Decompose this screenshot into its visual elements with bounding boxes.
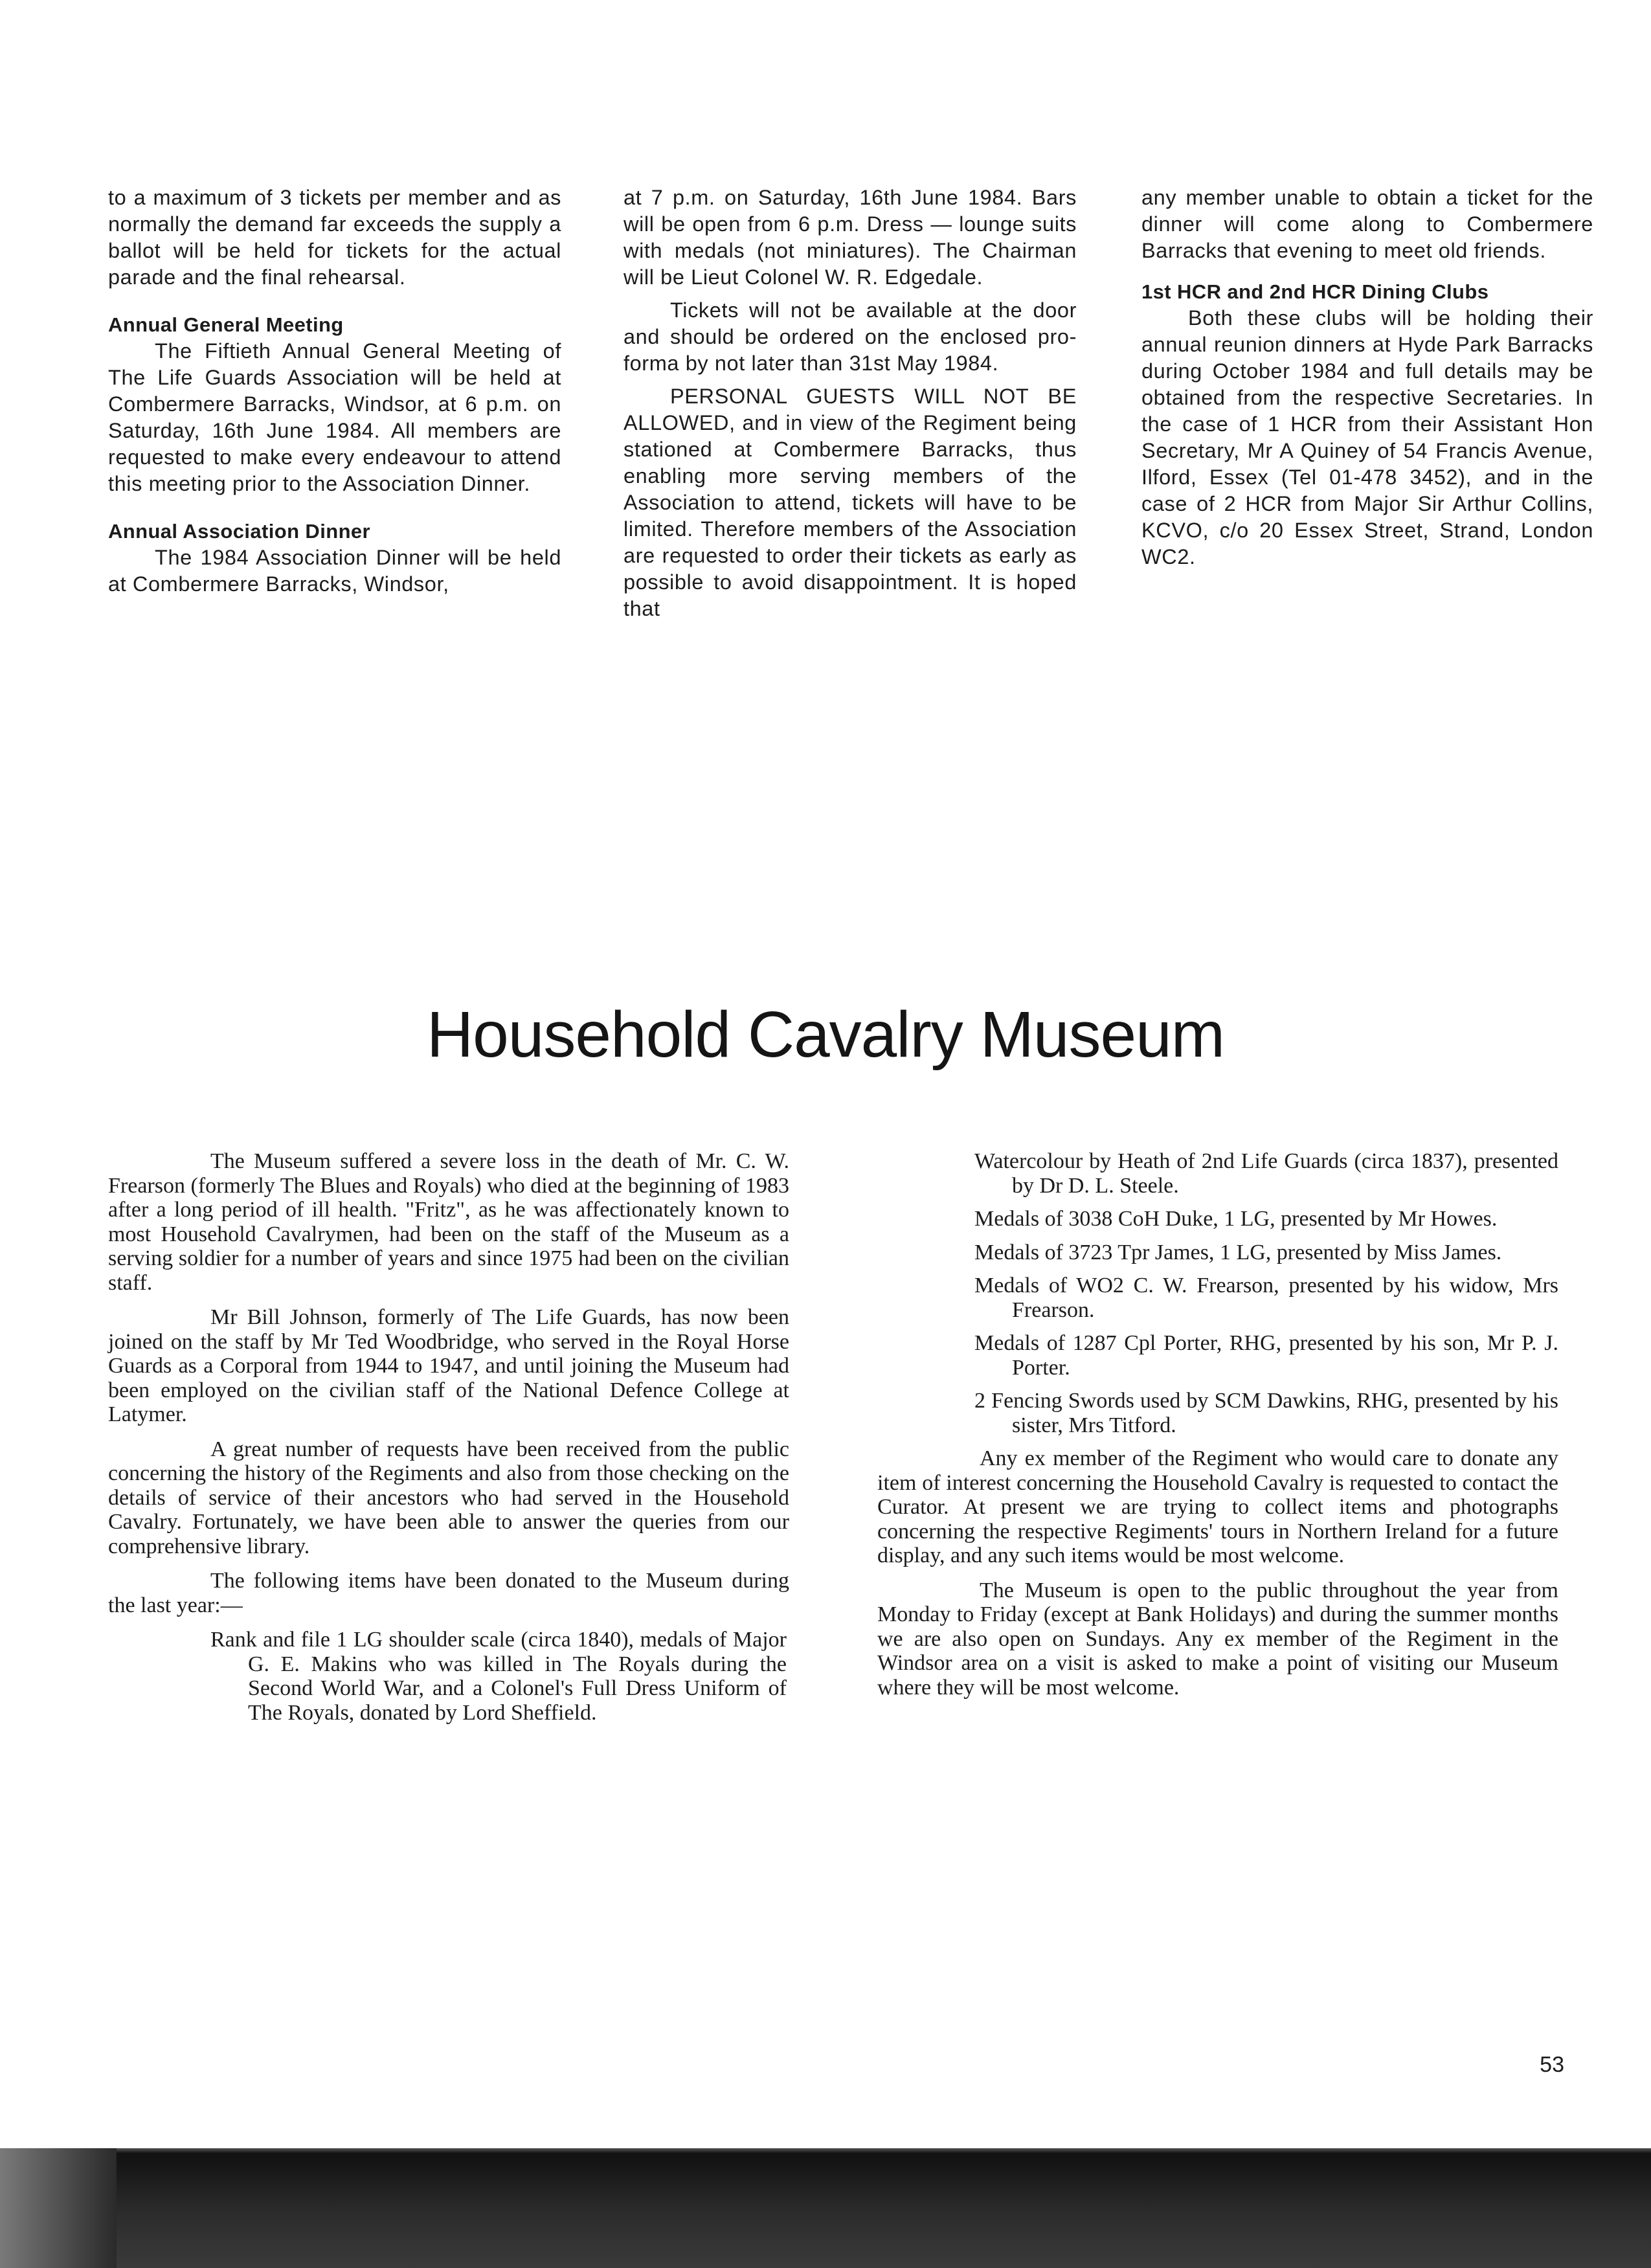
donation-item: Medals of WO2 C. W. Frearson, presented by his widow, Mrs Frearson. [974, 1274, 1558, 1322]
association-column-2 [623, 185, 1077, 622]
donation-item: Medals of 3038 CoH Duke, 1 LG, presented by Mr Howes. [974, 1207, 1498, 1231]
donation-item: Medals of 3723 Tpr James, 1 LG, presented by Miss James. [974, 1240, 1502, 1264]
page-number: 53 [1540, 2052, 1564, 2077]
museum-paragraph-appeal: Any ex member of the Regiment who would care to donate any item of interest concerning the Household Cavalry is requested to contact the Curator. At present we are trying to collect items and photographs concerning the respective Regiments' tours in Northern Ireland for a future display, and any such items would be most welcome. [877, 1446, 1558, 1567]
museum-paragraph-loss: The Museum suffered a severe loss in the death of Mr. C. W. Frearson (formerly The Blues and Royals) who died at the beginning of 1983 after a long period of ill health. "Fritz", as he was affectionately known to most Household Cavalrymen, had been on the staff of the Museum as a serving soldier for a number of years and since 1975 had been on the civilian staff. [108, 1149, 789, 1295]
donation-item: Watercolour by Heath of 2nd Life Guards (circa 1837), presented by Dr D. L. Steele. [974, 1149, 1558, 1198]
museum-paragraph-staff: Mr Bill Johnson, formerly of The Life Guards, has now been joined on the staff by Mr Ted Woodbridge, who served in the Royal Horse Guards as a Corporal from 1944 to 1947, and until joining the Museum had been employed on the civilian staff of the National Defence College at Latymer. [108, 1305, 789, 1426]
dining-clubs-heading: 1st HCR and 2nd HCR Dining Clubs [1141, 280, 1489, 303]
dining-clubs-paragraph: Both these clubs will be holding their annual reunion dinners at Hyde Park Barracks during October 1984 and full details may be obtained from the respective Secretaries. In the case of 1 HCR from their Assistant Hon Secretary, Mr A Quiney of 54 Francis Avenue, Ilford, Essex (Tel 01-478 3452), and in the case of 2 HCR from Major Sir Arthur Collins, KCVO, c/o 20 Essex Street, Strand, London WC2. [1141, 306, 1593, 568]
museum-paragraph-requests: A great number of requests have been received from the public concerning the history of the Regiments and also from those checking on the details of service of their ancestors who had served in the Household Cavalry. Fortunately, we have been able to answer the queries from our comprehensive library. [108, 1437, 789, 1558]
museum-title: Household Cavalry Museum [426, 998, 1225, 1071]
dinner-paragraph: The 1984 Association Dinner will be held at Combermere Barracks, Windsor, [108, 546, 561, 596]
ballot-paragraph: to a maximum of 3 tickets per member and as normally the demand far exceeds the supply a ballot will be held for tickets for the actual parade and the final rehearsal. [108, 186, 561, 289]
museum-paragraph-opening: The Museum is open to the public throughout the year from Monday to Friday (except at Bank Holidays) and during the summer months we are also open on Sundays. Any ex member of the Regiment in the Windsor area on a visit is asked to make a point of visiting our Museum where they will be most welcome. [877, 1578, 1558, 1700]
donation-item: 2 Fencing Swords used by SCM Dawkins, RHG, presented by his sister, Mrs Titford. [974, 1389, 1558, 1437]
dinner-details-paragraph: at 7 p.m. on Saturday, 16th June 1984. Bars will be open from 6 p.m. Dress — lounge suits with medals (not miniatures). The Chairman will be Lieut Colonel W. R. Edgedale. [623, 186, 1077, 289]
dinner-heading: Annual Association Dinner [108, 520, 371, 543]
scan-bottom-edge [0, 2148, 1651, 2268]
agm-heading: Annual General Meeting [108, 313, 344, 336]
agm-paragraph: The Fiftieth Annual General Meeting of The Life Guards Association will be held at Combermere Barracks, Windsor, at 6 p.m. on Saturday, 16th June 1984. All members are requested to make every endeavour to attend this meeting prior to the Association Dinner. [108, 339, 561, 495]
donation-list [877, 1149, 1558, 1437]
association-column-3 [1141, 185, 1593, 570]
guests-paragraph: PERSONAL GUESTS WILL NOT BE ALLOWED, and in view of the Regiment being stationed at Combermere Barracks, thus enabling more serving members of the Association to attend, tickets will have to be limited. Therefore members of the Association are requested to order their tickets as early as possible to avoid disappointment. It is hoped that [623, 385, 1077, 620]
tickets-paragraph: Tickets will not be available at the door and should be ordered on the enclosed pro-forma by not later than 31st May 1984. [623, 298, 1077, 375]
donation-item: Medals of 1287 Cpl Porter, RHG, presented by his son, Mr P. J. Porter. [974, 1331, 1558, 1380]
association-column-1 [108, 185, 561, 598]
museum-paragraph-donations-intro: The following items have been donated to the Museum during the last year:— [108, 1569, 789, 1617]
museum-column-right [877, 1149, 1558, 1700]
donation-item-lord-sheffield: Rank and file 1 LG shoulder scale (circa 1840), medals of Major G. E. Makins who was killed in The Royals during the Second World War, and a Colonel's Full Dress Uniform of The Royals, donated by Lord Sheffield. [210, 1628, 787, 1725]
museum-column-left [108, 1149, 789, 1725]
old-friends-paragraph: any member unable to obtain a ticket for the dinner will come along to Combermere Barracks that evening to meet old friends. [1141, 186, 1593, 262]
